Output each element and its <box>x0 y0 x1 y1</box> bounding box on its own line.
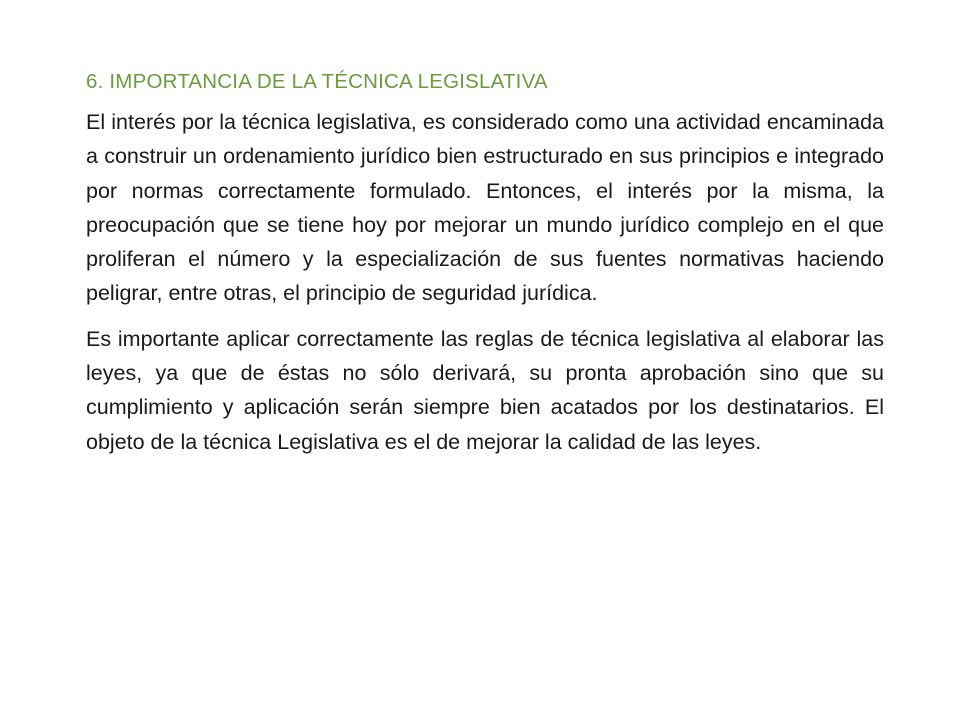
section-heading: 6. IMPORTANCIA DE LA TÉCNICA LEGISLATIVA <box>86 70 548 93</box>
paragraph-1: El interés por la técnica legislativa, es considerado como una actividad encaminada a construir un ordenamiento jurídico bien estructurado en sus principios e integrado por normas correctamente formulado. Entonces, el interés por la misma, la preocupación que se tiene hoy por mejorar un mundo jurídico complejo en el que proliferan el número y la especialización de sus fuentes normativas haciendo peligrar, entre otras, el principio de seguridad jurídica. <box>86 110 884 306</box>
slide-content <box>86 64 884 470</box>
paragraph-2: Es importante aplicar correctamente las reglas de técnica legislativa al elaborar las leyes, ya que de éstas no sólo derivará, su pronta aprobación sino que su cumplimiento y aplicación serán siempre bien acatados por los destinatarios. El objeto de la técnica Legislativa es el de mejorar la calidad de las leyes. <box>86 326 884 454</box>
